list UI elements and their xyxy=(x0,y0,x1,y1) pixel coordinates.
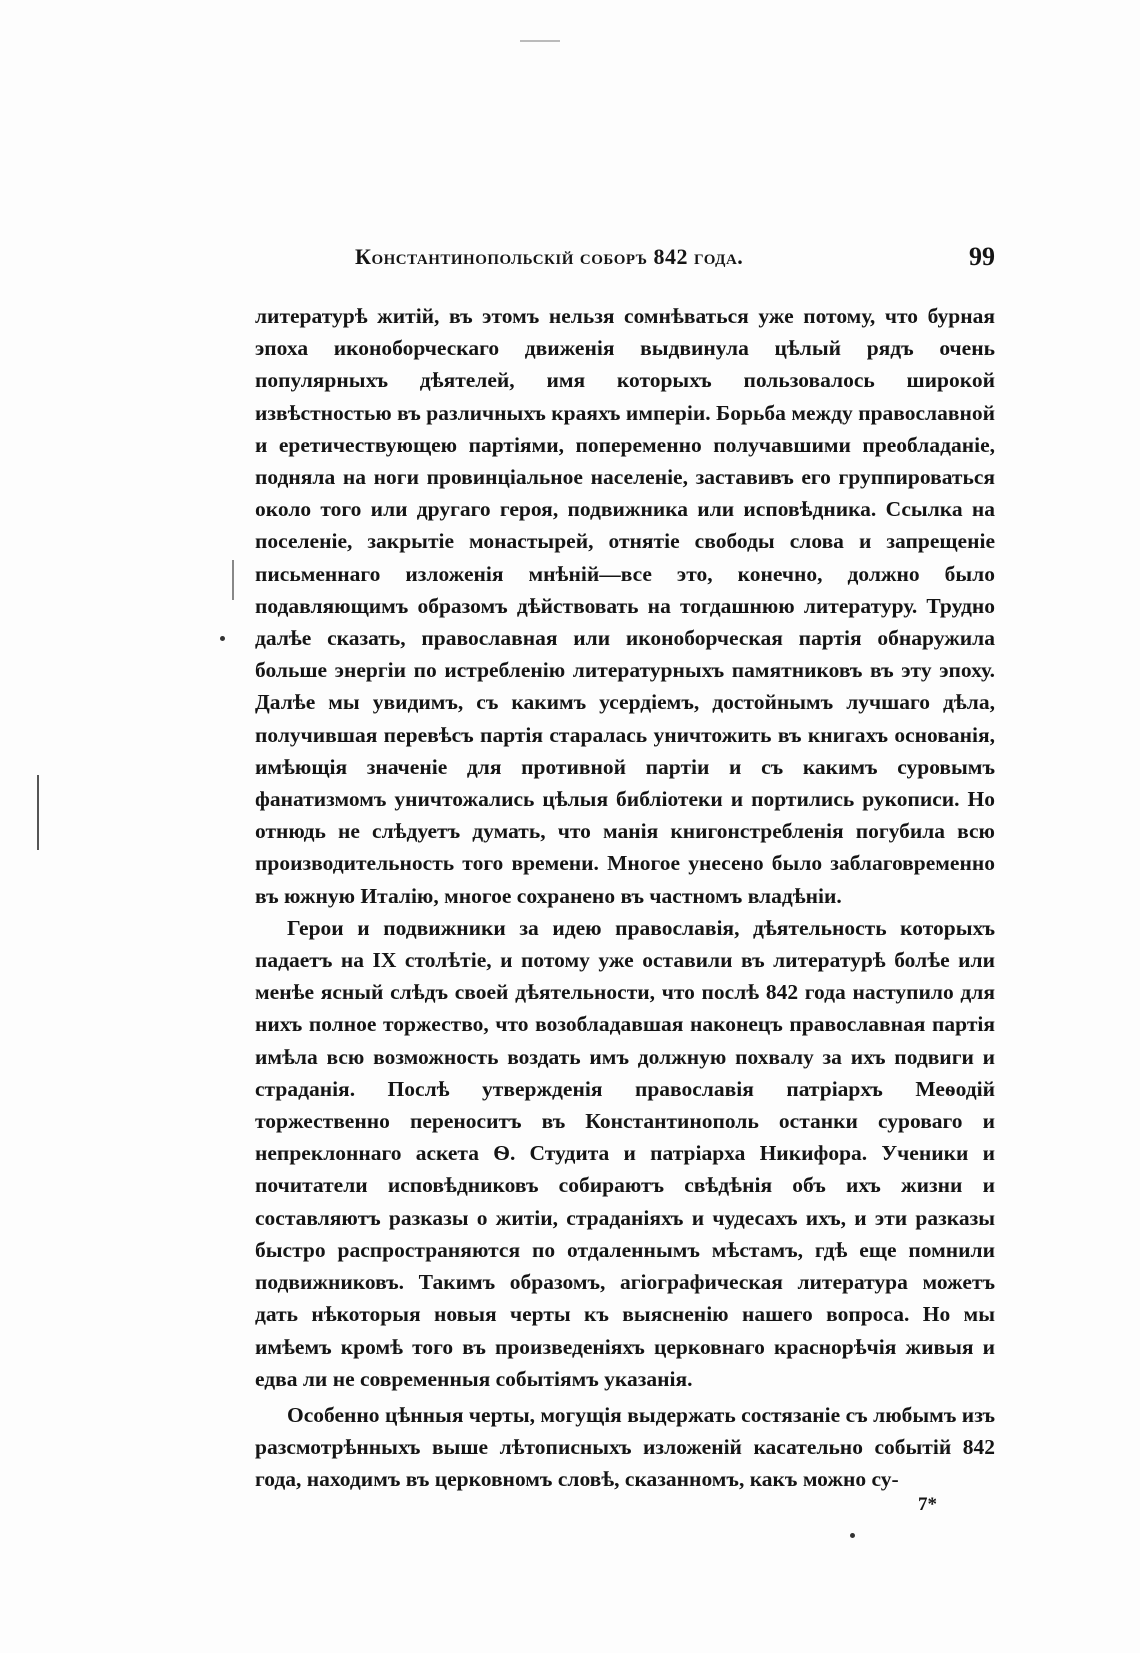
margin-dot-mark xyxy=(220,636,225,641)
body-text xyxy=(255,300,995,1496)
running-title: Константинопольскій соборъ 842 года. xyxy=(355,244,744,269)
top-scan-mark xyxy=(520,40,560,42)
margin-dot-mark xyxy=(850,1533,855,1538)
signature-mark: 7* xyxy=(918,1494,937,1515)
margin-line-mark xyxy=(232,560,234,600)
paragraph: литературѣ житій, въ этомъ нельзя сомнѣваться уже потому, что бурная эпоха иконоборческаго движенія выдвинула цѣлый рядъ очень популярныхъ дѣятелей, имя которыхъ пользовалось широкой извѣстностью въ различныхъ краяхъ имперіи. Борьба между православной и еретичествующею партіями, попеременно получавшими преобладаніе, подняла на ноги провинціальное населеніе, заставивъ его группироваться около того или другаго героя, подвижника или исповѣдника. Ссылка на поселеніе, закрытіе монастырей, отнятіе свободы слова и запрещеніе письменнаго изложенія мнѣній—все это, конечно, должно было подавляющимъ образомъ дѣйствовать на тогдашнюю литературу. Трудно далѣе сказать, православная или иконоборческая партія обнаружила больше энергіи по истребленію литературныхъ памятниковъ въ эту эпоху. Далѣе мы увидимъ, съ какимъ усердіемъ, достойнымъ лучшаго дѣла, получившая перевѣсъ партія старалась уничтожить въ книгахъ основанія, имѣющія значеніе для противной партіи и съ какимъ суровымъ фанатизмомъ уничтожались цѣлыя библіотеки и портились рукописи. Но отнюдь не слѣдуетъ думать, что манія книгонстребленія погубила всю производительность того времени. Многое унесено было заблаговременно въ южную Италію, многое сохранено въ частномъ владѣніи. xyxy=(255,304,995,908)
paragraph: Герои и подвижники за идею православія, дѣятельность которыхъ падаетъ на IX столѣтіе, и потому уже оставили въ литературѣ болѣе или менѣе ясный слѣдъ своей дѣятельности, что послѣ 842 года наступило для нихъ полное торжество, что возобладавшая наконецъ православная партія имѣла всю возможность воздать имъ должную похвалу за ихъ подвиги и страданія. Послѣ утвержденія православія патріархъ Меѳодій торжественно переноситъ въ Константинополь останки суроваго и непреклоннаго аскета Ѳ. Студита и патріарха Никифора. Ученики и почитатели исповѣдниковъ собираютъ свѣдѣнія объ ихъ жизни и составляютъ разказы о житіи, страданіяхъ и чудесахъ ихъ, и эти разказы быстро распространяются по отдаленнымъ мѣстамъ, гдѣ еще помнили подвижниковъ. Такимъ образомъ, агіографическая литература можетъ дать нѣкоторыя новыя черты къ выясненію нашего вопроса. Но мы имѣемъ кромѣ того въ произведеніяхъ церковнаго краснорѣчія живыя и едва ли не современныя событіямъ указанія. xyxy=(255,915,995,1391)
margin-line-mark xyxy=(37,775,39,850)
page-number: 99 xyxy=(969,242,995,271)
running-header xyxy=(355,244,995,276)
paragraph: Особенно цѣнныя черты, могущія выдержать состязаніе съ любымъ изъ разсмотрѣнныхъ выше лѣтописныхъ изложеній касательно событій 842 года, находимъ въ церковномъ словѣ, сказанномъ, какъ можно су- xyxy=(255,1402,995,1492)
